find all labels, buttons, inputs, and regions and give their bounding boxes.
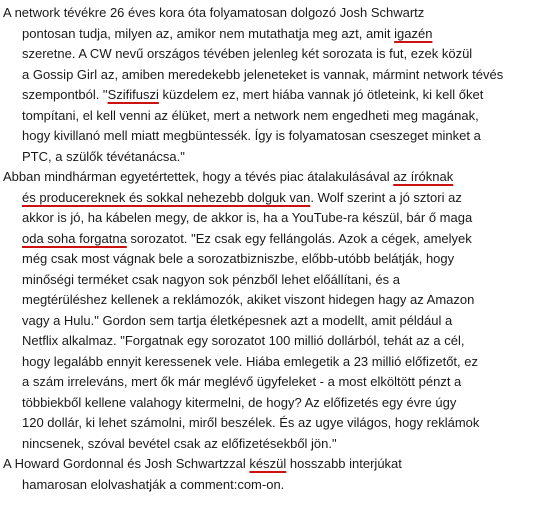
text-line <box>3 454 535 475</box>
paragraph-interviews <box>3 454 535 495</box>
text-segment: pontosan tudja, milyen az, amikor nem mutathatja meg azt, amit <box>22 25 395 41</box>
text-segment: megtérüléshez kellenek a reklámozók, akiket viszont hidegen hagy az Amazon <box>22 292 475 307</box>
text-line <box>3 475 535 496</box>
text-line <box>3 393 535 414</box>
text-line <box>3 352 535 373</box>
text-line <box>3 434 535 455</box>
text-segment: a szám irreleváns, mert ők már meglévő ügyfeleket - a most elköltött pénzt a <box>22 374 462 389</box>
highlighted-phrase: az íróknak <box>393 169 454 184</box>
text-segment: hosszabb interjúkat <box>286 456 402 471</box>
text-line <box>3 85 535 106</box>
text-segment: küzdelem ez, mert hiába vannak jó ötleteink, ki kell őket <box>158 87 484 102</box>
text-line <box>3 270 535 291</box>
text-line <box>3 65 535 86</box>
text-line <box>3 413 535 434</box>
text-line <box>3 249 535 270</box>
text-line <box>3 311 535 332</box>
text-line <box>3 290 535 311</box>
text-segment: vagy a Hulu." Gordon sem tartja életképesnek azt a modellt, amit például a <box>22 312 453 328</box>
text-line <box>3 44 535 65</box>
text-segment: szempontból. " <box>22 87 108 102</box>
text-line <box>3 208 535 229</box>
text-line <box>3 331 535 352</box>
text-segment: A Howard Gordonnal és Josh Schwartzzal <box>3 456 250 471</box>
text-segment: . Wolf szerint a jó sztori az <box>310 189 462 205</box>
highlighted-phrase: készül <box>249 456 287 471</box>
paragraph-industry <box>3 167 535 454</box>
text-segment: a Gossip Girl az, amiben meredekebb jeleneteket is vannak, mármint network tévés <box>22 66 504 82</box>
text-segment: akkor is jó, ha kábelen megy, de akkor is, ha a YouTube-ra készül, bár ő maga <box>22 210 473 225</box>
article-body <box>3 3 535 495</box>
highlighted-phrase: Szififuszi <box>107 87 159 102</box>
text-line <box>3 167 535 188</box>
text-line <box>3 24 535 45</box>
text-segment: hamarosan elolvashatják a comment:com-on. <box>22 476 285 492</box>
paragraph-schwartz <box>3 3 535 167</box>
text-segment: tompítani, el kell venni az élüket, mert a network nem engedheti meg magának, <box>22 107 479 123</box>
text-segment: többiekből kellene valahogy kitermelni, de hogy? Az előfizetés egy évre úgy <box>22 394 457 410</box>
text-segment: nincsenek, szóval bevétel csak az előfizetésekből jön." <box>22 435 337 451</box>
text-segment: Abban mindhárman egyetértettek, hogy a tévés piac átalakulásával <box>3 169 394 184</box>
text-segment: A network tévékre 26 éves kora óta folyamatosan dolgozó Josh Schwartz <box>3 5 425 20</box>
text-segment: sorozatot. "Ez csak egy fellángolás. Azok a cégek, amelyek <box>126 230 472 246</box>
text-segment: minőségi terméket csak nagyon sok pénzből lehet előállítani, és a <box>22 271 400 287</box>
text-segment: hogy legalább ennyit keressenek vele. Hiába emlegetik a 23 millió előfizetőt, ez <box>22 353 478 369</box>
text-line <box>3 372 535 393</box>
text-segment: szeretne. A CW nevű országos tévében jelenleg két sorozata is fut, ezek közül <box>22 46 473 61</box>
text-line <box>3 106 535 127</box>
text-segment: PTC, a szülők tévétanácsa." <box>22 148 185 164</box>
text-line <box>3 147 535 168</box>
text-line <box>3 188 535 209</box>
text-segment: 120 dollár, ki lehet számolni, miről beszélek. És az ugye világos, hogy reklámok <box>22 415 480 430</box>
text-segment: hogy kivillanó mell miatt megbüntessék. Így is folyamatosan cseszeget minket a <box>22 128 481 143</box>
text-line <box>3 229 535 250</box>
highlighted-phrase: igazén <box>394 25 433 41</box>
text-line <box>3 3 535 24</box>
highlighted-phrase: oda soha forgatna <box>22 230 127 246</box>
text-line <box>3 126 535 147</box>
highlighted-phrase: és producereknek és sokkal nehezebb dolguk van <box>22 189 311 205</box>
text-segment: Netflix alkalmaz. "Forgatnak egy sorozatot 100 millió dollárból, tehát az a cél, <box>22 333 465 348</box>
text-segment: még csak most vágnak bele a sorozatbizniszbe, előbb-utóbb belátják, hogy <box>22 251 455 266</box>
